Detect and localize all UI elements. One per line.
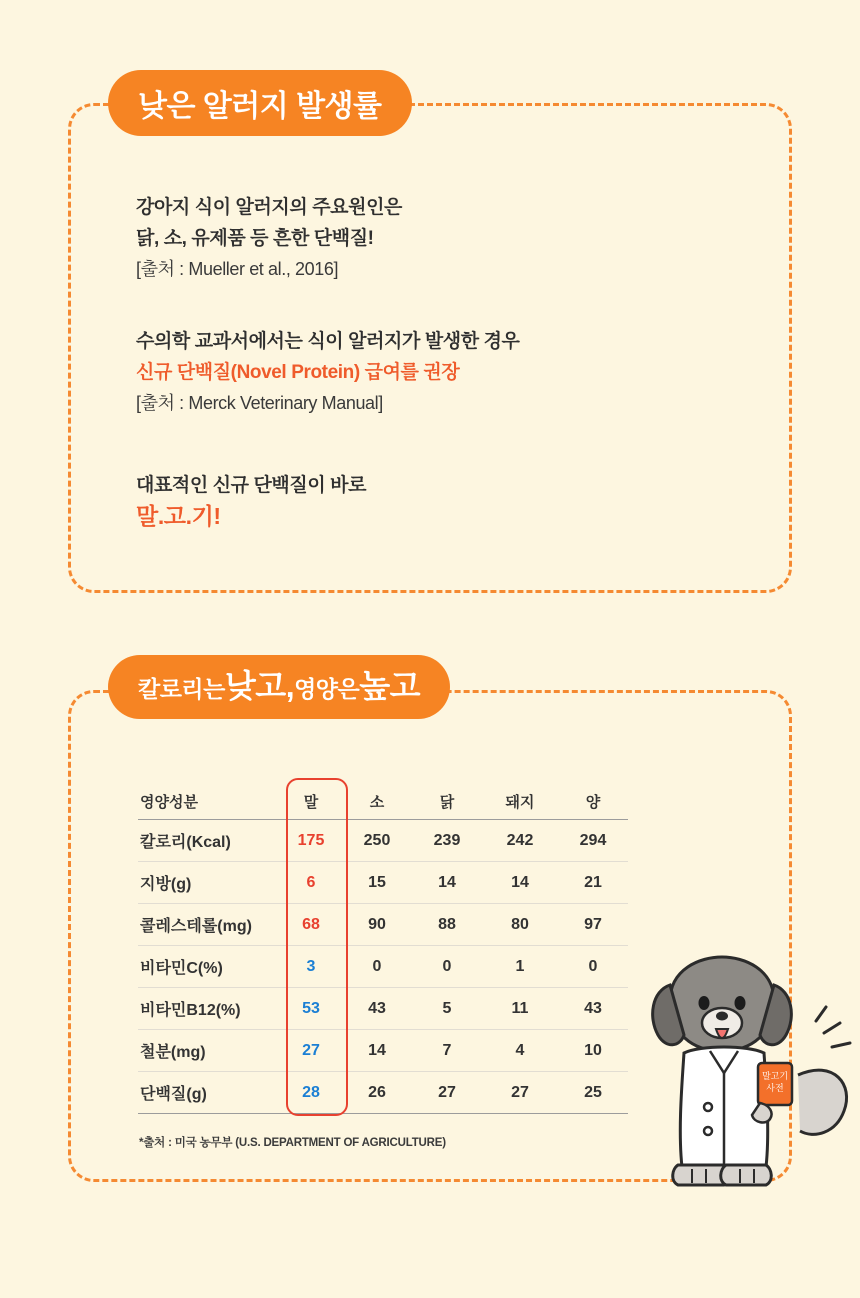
table-row <box>138 988 628 1030</box>
row-horse-value: 28 <box>280 1072 342 1114</box>
row-label: 단백질(g) <box>138 1072 280 1114</box>
row-chicken-value: 239 <box>412 820 482 862</box>
allergy-section-heading <box>108 70 412 136</box>
row-label: 칼로리(Kcal) <box>138 820 280 862</box>
row-pork-value: 27 <box>482 1072 558 1114</box>
allergy-paragraph-3 <box>136 470 366 532</box>
row-chicken-value: 7 <box>412 1030 482 1072</box>
row-beef-value: 14 <box>342 1030 412 1072</box>
svg-text:사전: 사전 <box>766 1083 784 1093</box>
row-lamb-value: 294 <box>558 820 628 862</box>
row-beef-value: 0 <box>342 946 412 988</box>
row-horse-value: 53 <box>280 988 342 1030</box>
nutrition-heading-big2: 높고 <box>359 668 421 704</box>
nutrition-heading-part2: 영양은 <box>294 676 360 702</box>
table-header-beef: 소 <box>342 782 412 820</box>
row-horse-value: 27 <box>280 1030 342 1072</box>
allergy-p1-source: [출처 : Mueller et al., 2016] <box>136 259 339 279</box>
row-beef-value: 26 <box>342 1072 412 1114</box>
row-label: 비타민B12(%) <box>138 988 280 1030</box>
svg-text:말고기: 말고기 <box>761 1071 789 1081</box>
table-row <box>138 862 628 904</box>
row-beef-value: 90 <box>342 904 412 946</box>
row-horse-value: 3 <box>280 946 342 988</box>
row-pork-value: 14 <box>482 862 558 904</box>
table-header-nutrient: 영양성분 <box>138 782 280 820</box>
table-header-chicken: 닭 <box>412 782 482 820</box>
row-lamb-value: 25 <box>558 1072 628 1114</box>
allergy-p3-line1: 대표적인 신규 단백질이 바로 <box>136 475 367 496</box>
row-pork-value: 80 <box>482 904 558 946</box>
row-beef-value: 250 <box>342 820 412 862</box>
row-chicken-value: 27 <box>412 1072 482 1114</box>
table-row <box>138 820 628 862</box>
row-horse-value: 68 <box>280 904 342 946</box>
table-header-horse: 말 <box>280 782 342 820</box>
allergy-p1-line2: 닭, 소, 유제품 등 흔한 단백질! <box>136 228 374 249</box>
nutrition-heading-part1: 칼로리는 <box>138 676 225 702</box>
row-beef-value: 43 <box>342 988 412 1030</box>
table-row <box>138 904 628 946</box>
row-pork-value: 4 <box>482 1030 558 1072</box>
table-header-pork: 돼지 <box>482 782 558 820</box>
row-lamb-value: 97 <box>558 904 628 946</box>
allergy-p3-line2-highlight: 말.고.기! <box>136 503 221 529</box>
allergy-heading-label: 낮은 알러지 발생률 <box>138 90 382 123</box>
table-source-note: *출처 : 미국 농무부 (U.S. DEPARTMENT OF AGRICULTURE) <box>139 1137 446 1149</box>
allergy-p1-line1: 강아지 식이 알러지의 주요원인은 <box>136 197 402 218</box>
row-chicken-value: 5 <box>412 988 482 1030</box>
table-row <box>138 1072 628 1114</box>
row-pork-value: 242 <box>482 820 558 862</box>
row-horse-value: 6 <box>280 862 342 904</box>
allergy-paragraph-2 <box>136 326 519 419</box>
dog-doctor-illustration <box>648 955 860 1195</box>
allergy-paragraph-1 <box>136 192 402 285</box>
row-label: 철분(mg) <box>138 1030 280 1072</box>
row-lamb-value: 0 <box>558 946 628 988</box>
row-chicken-value: 14 <box>412 862 482 904</box>
row-label: 콜레스테롤(mg) <box>138 904 280 946</box>
row-lamb-value: 43 <box>558 988 628 1030</box>
row-pork-value: 1 <box>482 946 558 988</box>
row-label: 지방(g) <box>138 862 280 904</box>
row-chicken-value: 0 <box>412 946 482 988</box>
row-horse-value: 175 <box>280 820 342 862</box>
row-label: 비타민C(%) <box>138 946 280 988</box>
table-row <box>138 946 628 988</box>
row-beef-value: 15 <box>342 862 412 904</box>
row-pork-value: 11 <box>482 988 558 1030</box>
allergy-p2-source: [출처 : Merck Veterinary Manual] <box>136 393 383 413</box>
row-lamb-value: 10 <box>558 1030 628 1072</box>
nutrition-table <box>138 782 628 1114</box>
nutrition-heading-big1: 낮고, <box>224 668 295 704</box>
row-lamb-value: 21 <box>558 862 628 904</box>
table-row <box>138 1030 628 1072</box>
nutrition-section-heading <box>108 655 450 719</box>
row-chicken-value: 88 <box>412 904 482 946</box>
allergy-p2-line1: 수의학 교과서에서는 식이 알러지가 발생한 경우 <box>136 331 520 352</box>
table-header-lamb: 양 <box>558 782 628 820</box>
allergy-p2-line2-highlight: 신규 단백질(Novel Protein) 급여를 권장 <box>136 362 460 383</box>
table-header-row <box>138 782 628 820</box>
